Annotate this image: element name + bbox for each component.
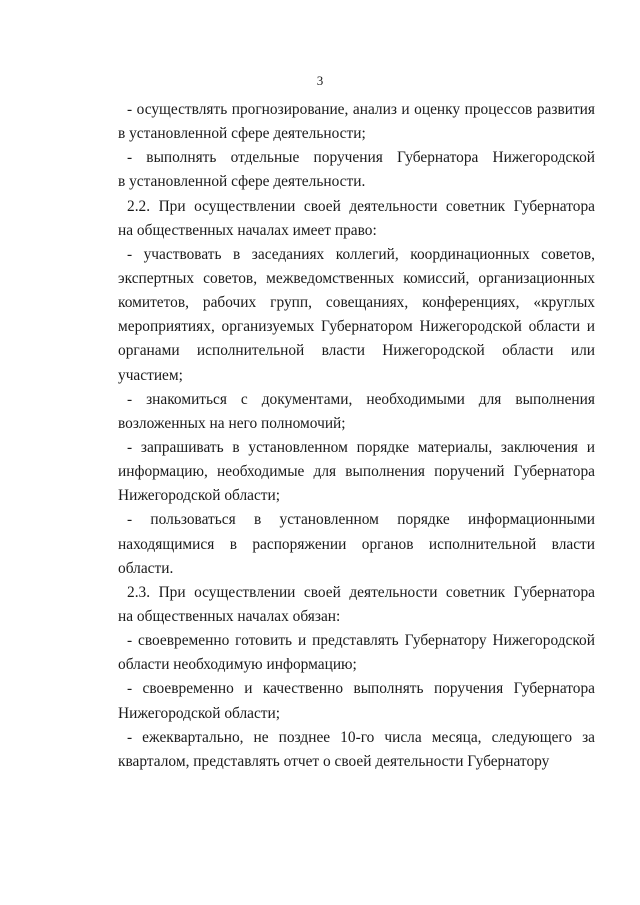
paragraph xyxy=(118,726,595,774)
paragraph xyxy=(118,436,595,508)
text-line: находящимися в распоряжении органов исполнительной власти xyxy=(118,535,595,553)
text-line: кварталом, представлять отчет о своей деятельности Губернатору xyxy=(118,752,550,770)
paragraph xyxy=(118,629,595,677)
paragraph xyxy=(118,243,595,388)
text-line: мероприятиях, организуемых Губернатором Нижегородской области и xyxy=(118,318,595,336)
paragraph xyxy=(118,581,595,629)
paragraph xyxy=(118,98,595,146)
page-number: 3 xyxy=(316,73,324,88)
text-line: экспертных советов, межведомственных комиссий, организационных xyxy=(118,269,595,287)
text-line: - участвовать в заседаниях коллегий, координационных советов, xyxy=(127,245,595,263)
text-line: комитетов, рабочих групп, совещаниях, конференциях, «круглых xyxy=(118,294,595,312)
paragraph xyxy=(118,195,595,243)
text-line: на общественных началах обязан: xyxy=(118,607,341,625)
paragraph xyxy=(118,677,595,725)
paragraph xyxy=(118,508,595,580)
text-line: возложенных на него полномочий; xyxy=(118,414,346,432)
text-line: Нижегородской области; xyxy=(118,487,281,505)
document-body xyxy=(118,98,595,774)
text-line: в установленной сфере деятельности; xyxy=(118,125,366,143)
text-line: - выполнять отдельные поручения Губернатора Нижегородской xyxy=(127,149,595,167)
paragraph xyxy=(118,388,595,436)
text-line: области необходимую информацию; xyxy=(118,656,357,674)
text-line: Нижегородской области; xyxy=(118,704,281,722)
text-line: - знакомиться с документами, необходимыми для выполнения xyxy=(127,390,595,408)
text-line: - своевременно готовить и представлять Губернатору Нижегородской xyxy=(127,632,595,650)
text-line: участием; xyxy=(118,366,183,384)
text-line: области. xyxy=(118,559,174,577)
text-line: - своевременно и качественно выполнять поручения Губернатора xyxy=(127,680,595,698)
text-line: 2.2. При осуществлении своей деятельности советник Губернатора xyxy=(127,197,595,215)
text-line: - осуществлять прогнозирование, анализ и оценку процессов развития xyxy=(127,101,595,118)
text-line: органами исполнительной власти Нижегородской области или xyxy=(118,342,595,360)
paragraph xyxy=(118,146,595,194)
text-line: 2.3. При осуществлении своей деятельности советник Губернатора xyxy=(127,583,595,601)
text-line: - пользоваться в установленном порядке информационными xyxy=(127,511,595,529)
text-line: в установленной сфере деятельности. xyxy=(118,173,366,191)
text-line: на общественных началах имеет право: xyxy=(118,221,377,239)
text-line: - запрашивать в установленном порядке материалы, заключения и xyxy=(127,438,595,456)
text-line: - ежеквартально, не позднее 10-го числа месяца, следующего за xyxy=(127,728,595,746)
text-line: информацию, необходимые для выполнения поручений Губернатора xyxy=(118,463,595,481)
